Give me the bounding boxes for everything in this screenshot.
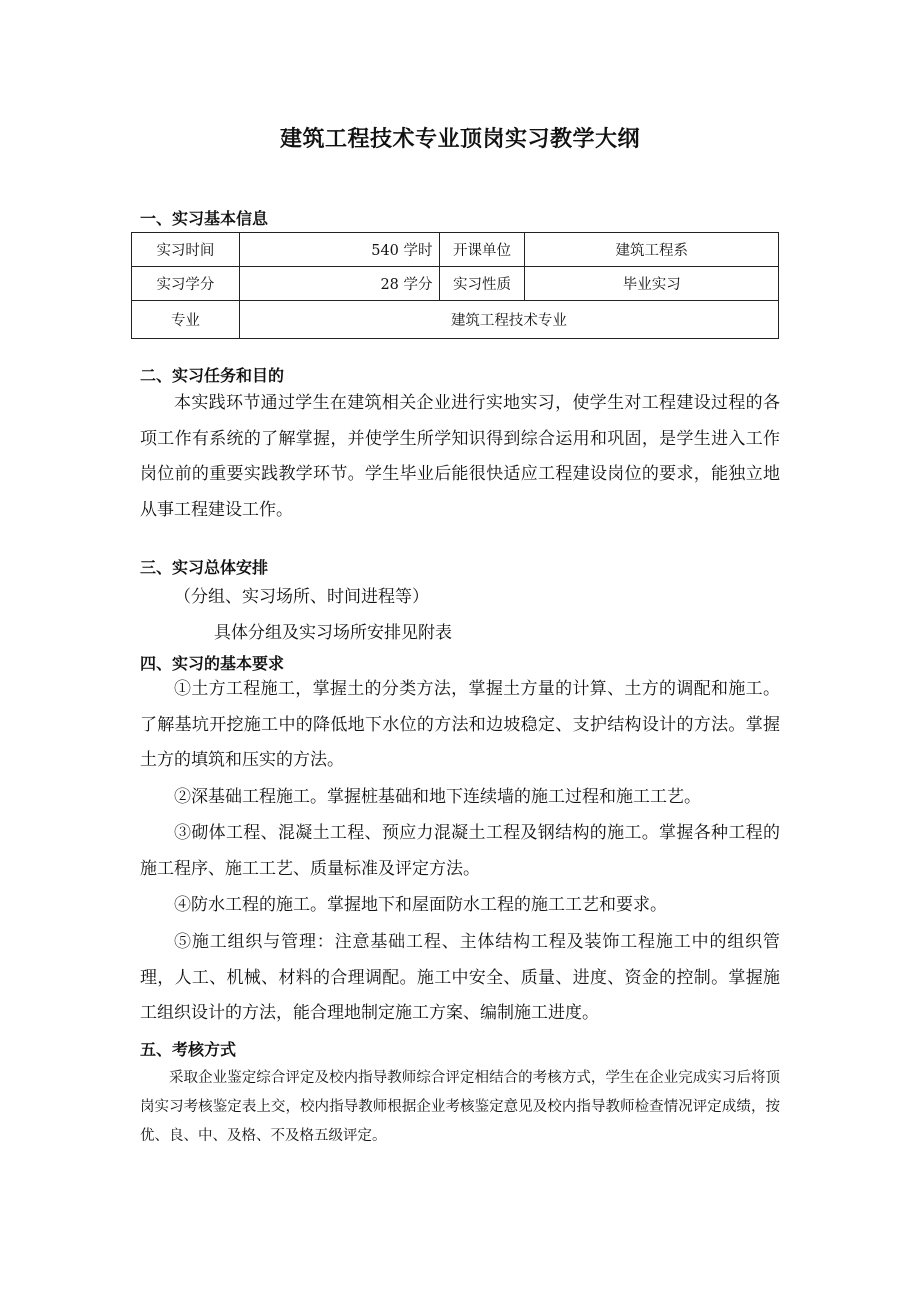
- section-heading-basic-info: 一、实习基本信息: [140, 209, 269, 228]
- requirement-item-waterproof: ④防水工程的施工。掌握地下和屋面防水工程的施工工艺和要求。: [174, 895, 667, 915]
- section-heading-arrangement: 三、实习总体安排: [140, 558, 269, 577]
- table-value-major: 建筑工程技术专业: [239, 301, 778, 339]
- purpose-paragraph: 本实践环节通过学生在建筑相关企业进行实地实习，使学生对工程建设过程的各项工作有系统的了解掌握，并使学生所学知识得到综合运用和巩固，是学生进入工作岗位前的重要实践教学环节。学生毕业后能很快适应工程建设岗位的要求，能独立地从事工程建设工作。: [140, 393, 780, 520]
- section-heading-assessment: 五、考核方式: [140, 1040, 237, 1059]
- arrangement-detail: 具体分组及实习场所安排见附表: [214, 623, 452, 643]
- table-row: [132, 267, 779, 301]
- table-label-credits: 实习学分: [132, 267, 240, 301]
- section-heading-purpose: 二、实习任务和目的: [140, 366, 285, 385]
- internship-info-table: [131, 232, 779, 339]
- section-heading-requirements: 四、实习的基本要求: [140, 654, 285, 673]
- table-label-time: 实习时间: [132, 233, 240, 267]
- table-value-hours: 540 学时: [239, 233, 439, 267]
- table-label-major: 专业: [132, 301, 240, 339]
- table-row: [132, 301, 779, 339]
- requirement-item-foundation: ②深基础工程施工。掌握桩基础和地下连续墙的施工过程和施工工艺。: [174, 787, 701, 807]
- table-value-credits: 28 学分: [239, 267, 439, 301]
- table-value-nature: 毕业实习: [525, 267, 779, 301]
- requirement-item-management: ⑤施工组织与管理：注意基础工程、主体结构工程及装饰工程施工中的组织管理，人工、机械、材料的合理调配。施工中安全、质量、进度、资金的控制。掌握施工组织设计的方法，能合理地制定施工方案、编制施工进度。: [140, 932, 780, 1023]
- arrangement-note: （分组、实习场所、时间进程等）: [174, 587, 429, 607]
- table-row: [132, 233, 779, 267]
- table-label-unit: 开课单位: [439, 233, 525, 267]
- requirement-item-earthwork: ①土方工程施工，掌握土的分类方法，掌握土方量的计算、土方的调配和施工。了解基坑开挖施工中的降低地下水位的方法和边坡稳定、支护结构设计的方法。掌握土方的填筑和压实的方法。: [140, 679, 780, 770]
- document-title: 建筑工程技术专业顶岗实习教学大纲: [279, 127, 640, 152]
- table-value-department: 建筑工程系: [525, 233, 779, 267]
- table-label-nature: 实习性质: [439, 267, 525, 301]
- requirement-item-masonry: ③砌体工程、混凝土工程、预应力混凝土工程及钢结构的施工。掌握各种工程的施工程序、施工工艺、质量标准及评定方法。: [140, 823, 780, 879]
- assessment-paragraph: 采取企业鉴定综合评定及校内指导教师综合评定相结合的考核方式，学生在企业完成实习后将顶岗实习考核鉴定表上交，校内指导教师根据企业考核鉴定意见及校内指导教师检查情况评定成绩，按优、良、中、及格、不及格五级评定。: [140, 1070, 780, 1144]
